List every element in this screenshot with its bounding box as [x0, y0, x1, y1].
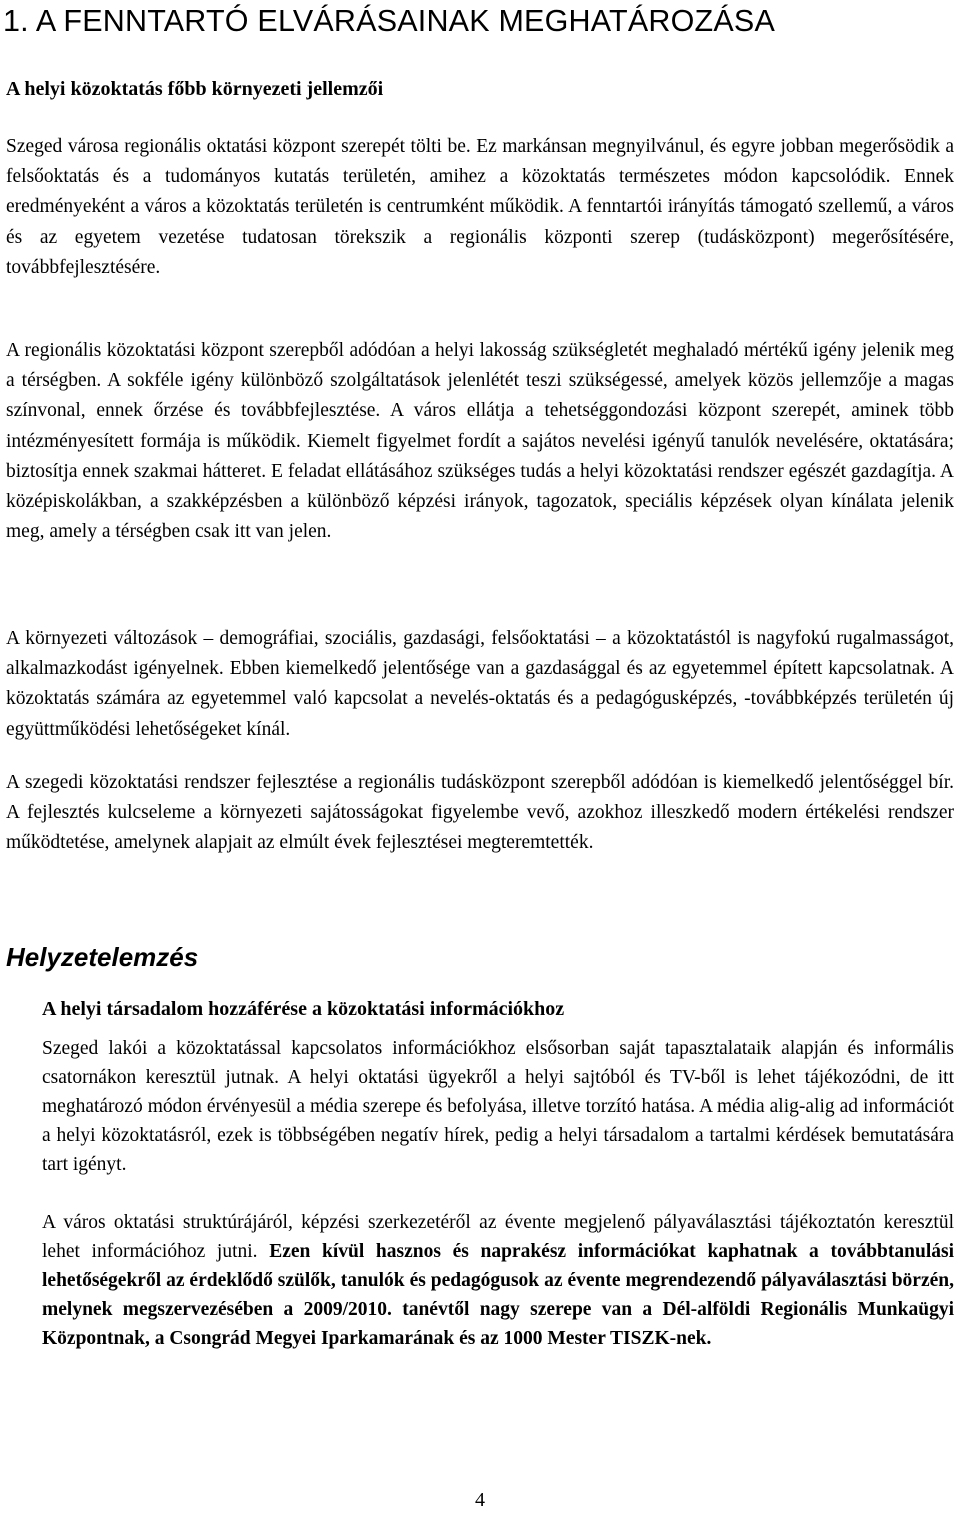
section2-paragraph-2-text: A város oktatási struktúrájáról, képzési szerkezetéről az évente megjelenő pályaválasztási tájékoztatón keresztül lehet információhoz jutni. — [42, 1212, 954, 1262]
section1-paragraph-4: A szegedi közoktatási rendszer fejlesztése a regionális tudásközpont szerepből adódóan is kiemelkedő jelentőséggel bír. A fejlesztés kulcseleme a környezeti sajátosságokat figyelembe vevő, azokhoz illeszkedő modern értékelési rendszer működtetése, amelynek alapjait az elmúlt évek fejlesztései megteremtették. — [6, 772, 954, 854]
page-number: 4 — [475, 1489, 485, 1511]
section2-paragraph-1: Szeged lakói a közoktatással kapcsolatos információkhoz elsősorban saját tapasztalataik alapján és informális csatornákon keresztül jutnak. A helyi oktatási ügyekről a helyi sajtóból és TV-ből is lehet tájékozódni, de itt meghatározó módon érvényesül a média szerepe és befolyása, illetve torzító hatása. A média alig-alig ad információt a helyi közoktatásról, ezek is többségében negatív hírek, pedig a helyi társadalom a tartalmi kérdések bemutatására tart igényt. — [42, 1038, 954, 1175]
chapter-heading: 1. A FENNTARTÓ ELVÁRÁSAINAK MEGHATÁROZÁSA — [3, 4, 776, 38]
section1-paragraph-2: A regionális közoktatási központ szerepből adódóan a helyi lakosság szükségletét meghaladó mértékű igény jelenik meg a térségben. A sokféle igény különböző szolgáltatások jelenlétét teszi szükségessé, amelyek közös jellemzője a magas színvonal, ennek őrzése és továbbfejlesztése. A város ellátja a tehetséggondozási központ szerepét, aminek több intézményesített formája is működik. Kiemelt figyelmet fordít a sajátos nevelési igényű tanulók nevelésére, oktatására; biztosítja ennek szakmai hátteret. E feladat ellátásához szükséges tudás a helyi közoktatási rendszer egészét gazdagítja. A középiskolákban, a szakképzésben a különböző képzési irányok, tagozatok, speciális képzések olyan kínálata jelenik meg, amely a térségben csak itt van jelen. — [6, 340, 954, 543]
section2-paragraph-2-bold-text: Ezen kívül hasznos és naprakész információkat kaphatnak a továbbtanulási lehetőségekről az érdeklődő szülők, tanulók és pedagógusok az évente megrendezendő pályaválasztási börzén, melynek megszervezésében a 2009/2010. tanévtől nagy szerepe van a Dél-alföldi Regionális Munkaügyi Központnak, a Csongrád Megyei Iparkamarának és az 1000 Mester TISZK-nek. — [42, 1241, 954, 1349]
section2-title: Helyzetelemzés — [6, 942, 199, 972]
section2-paragraph-2 — [42, 1208, 954, 1353]
section1-paragraph-3: A környezeti változások – demográfiai, szociális, gazdasági, felsőoktatási – a közoktatástól is nagyfokú rugalmasságot, alkalmazkodást igényelnek. Ebben kiemelkedő jelentősége van a gazdasággal és az egyetemmel épített kapcsolatnak. A közoktatás számára az egyetemmel való kapcsolat a nevelés-oktatás és a pedagógusképzés, -továbbképzés területén új együttműködési lehetőségeket kínál. — [6, 628, 954, 740]
section1-paragraph-1: Szeged városa regionális oktatási központ szerepét tölti be. Ez markánsan megnyilvánul, és egyre jobban megerősödik a felsőoktatás és a tudományos kutatás területén, amihez a közoktatás természetes módon kapcsolódik. Ennek eredményeként a város a közoktatás területén is centrumként működik. A fenntartói irányítás támogató szellemű, a város és az egyetem vezetése tudatosan törekszik a regionális központi szerep (tudásközpont) megerősítésére, továbbfejlesztésére. — [6, 136, 954, 278]
section2-subtitle: A helyi társadalom hozzáférése a közoktatási információkhoz — [42, 998, 565, 1020]
section1-subtitle: A helyi közoktatás főbb környezeti jellemzői — [6, 78, 384, 100]
